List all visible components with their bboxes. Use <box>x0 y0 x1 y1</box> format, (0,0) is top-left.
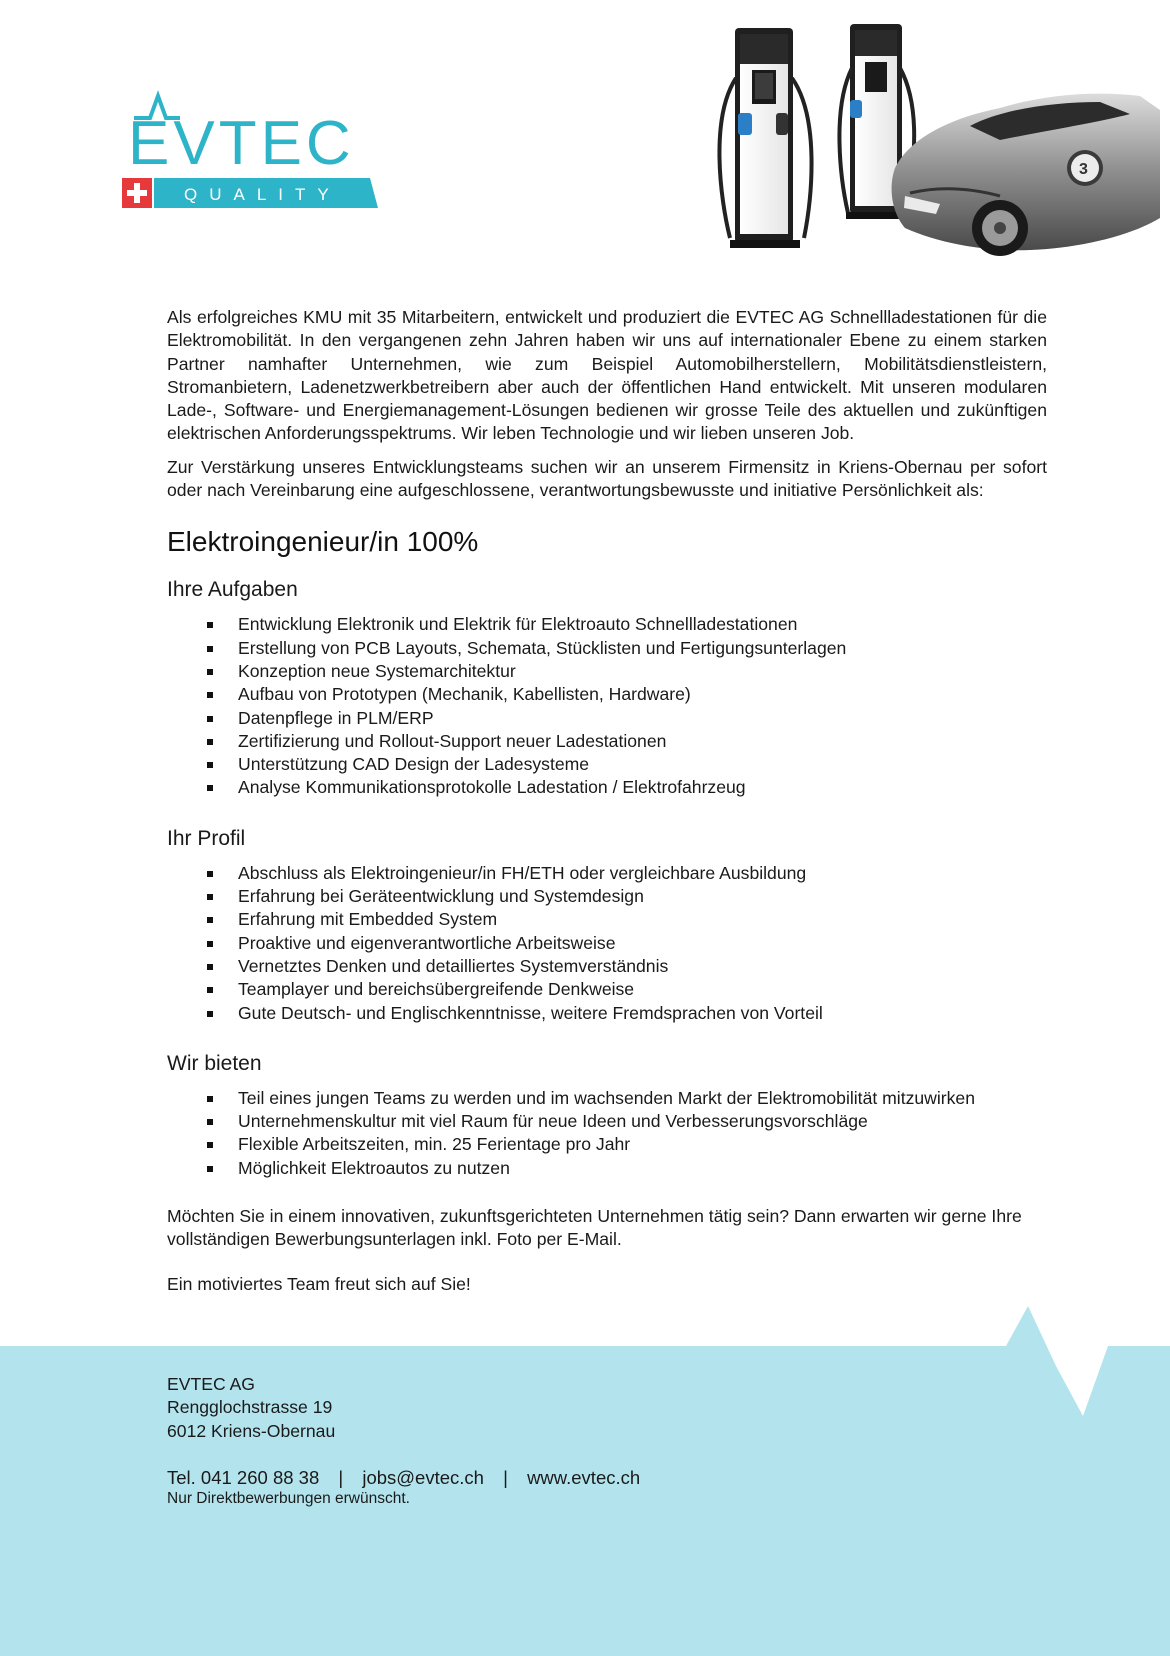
sports-car <box>892 94 1160 256</box>
section-title-angebot: Wir bieten <box>167 1051 262 1075</box>
logo-wordmark: EVTEC <box>128 109 355 178</box>
footer <box>167 1373 967 1509</box>
list-item: Erfahrung mit Embedded System <box>167 908 1047 931</box>
intro-paragraph-2: Zur Verstärkung unseres Entwicklungsteams suchen wir an unserem Firmensitz in Kriens-Obernau per sofort oder nach Vereinbarung eine aufgeschlossene, verantwortungsbewusste und initiative Persönlichkeit als: <box>167 456 1047 501</box>
list-item: Zertifizierung und Rollout-Support neuer Ladestationen <box>167 730 1047 753</box>
offer-list <box>167 1087 1047 1180</box>
list-item: Analyse Kommunikationsprotokolle Ladestation / Elektrofahrzeug <box>167 776 1047 799</box>
list-item: Möglichkeit Elektroautos zu nutzen <box>167 1157 1047 1180</box>
list-item: Aufbau von Prototypen (Mechanik, Kabellisten, Hardware) <box>167 683 1047 706</box>
contact-line <box>167 1466 967 1489</box>
evtec-logo <box>122 84 392 214</box>
svg-text:3: 3 <box>1079 161 1088 178</box>
list-item: Vernetztes Denken und detailliertes Systemverständnis <box>167 955 1047 978</box>
separator: | <box>503 1466 508 1488</box>
job-posting <box>167 306 1047 1296</box>
list-item: Erfahrung bei Geräteentwicklung und Systemdesign <box>167 885 1047 908</box>
list-item: Datenpflege in PLM/ERP <box>167 707 1047 730</box>
email-link[interactable]: jobs@evtec.ch <box>362 1466 484 1488</box>
list-item: Flexible Arbeitszeiten, min. 25 Ferientage pro Jahr <box>167 1133 1047 1156</box>
closing-paragraph: Möchten Sie in einem innovativen, zukunftsgerichteten Unternehmen tätig sein? Dann erwarten wir gerne Ihre vollständigen Bewerbungsunterlagen inkl. Foto per E-Mail. <box>167 1206 1022 1250</box>
list-item: Proaktive und eigenverantwortliche Arbeitsweise <box>167 932 1047 955</box>
list-item: Konzeption neue Systemarchitektur <box>167 660 1047 683</box>
list-item: Gute Deutsch- und Englischkenntnisse, weitere Fremdsprachen von Vorteil <box>167 1002 1047 1025</box>
logo-tagline: QUALITY <box>184 185 341 204</box>
job-title: Elektroingenieur/in 100% <box>167 526 479 558</box>
list-item: Erstellung von PCB Layouts, Schemata, Stücklisten und Fertigungsunterlagen <box>167 637 1047 660</box>
list-item: Unternehmenskultur mit viel Raum für neue Ideen und Verbesserungsvorschläge <box>167 1110 1047 1133</box>
list-item: Teil eines jungen Teams zu werden und im wachsenden Markt der Elektromobilität mitzuwirken <box>167 1087 1047 1110</box>
website-link[interactable]: www.evtec.ch <box>527 1466 641 1488</box>
separator: | <box>338 1466 344 1488</box>
phone-number[interactable]: Tel. 041 260 88 38 <box>167 1466 320 1488</box>
list-item: Unterstützung CAD Design der Ladesysteme <box>167 753 1047 776</box>
tasks-list <box>167 613 1047 799</box>
list-item: Teamplayer und bereichsübergreifende Denkweise <box>167 978 1047 1001</box>
charging-station-1 <box>719 28 811 248</box>
list-item: Entwicklung Elektronik und Elektrik für Elektroauto Schnellladestationen <box>167 613 1047 636</box>
city-address: 6012 Kriens-Obernau <box>167 1420 336 1441</box>
signoff: Ein motiviertes Team freut sich auf Sie! <box>167 1273 471 1294</box>
application-note: Nur Direktbewerbungen erwünscht. <box>167 1489 410 1507</box>
street-address: Rengglochstrasse 19 <box>167 1397 333 1418</box>
section-title-aufgaben: Ihre Aufgaben <box>167 578 298 602</box>
intro-paragraph-1: Als erfolgreiches KMU mit 35 Mitarbeitern, entwickelt und produziert die EVTEC AG Schnellladestationen für die Elektromobilität. In den vergangenen zehn Jahren haben wir uns auf internationaler Ebene zu einem starken Partner namhafter Unternehmen, wie zum Beispiel Automobilherstellern, Mobilitätsdienstleistern, Stromanbietern, Ladenetzwerkbetreibern aber auch der öffentlichen Hand entwickelt. Mit unseren modularen Lade-, Software- und Energiemanagement-Lösungen bedienen wir grosse Teile des aktuellen und zukünftigen elektrischen Anforderungsspektrums. Wir leben Technologie und wir lieben unseren Job. <box>167 307 1047 444</box>
list-item: Abschluss als Elektroingenieur/in FH/ETH oder vergleichbare Ausbildung <box>167 862 1047 885</box>
section-title-profil: Ihr Profil <box>167 826 246 850</box>
hero-image <box>700 18 1160 278</box>
profile-list <box>167 862 1047 1025</box>
company-name: EVTEC AG <box>167 1374 255 1394</box>
